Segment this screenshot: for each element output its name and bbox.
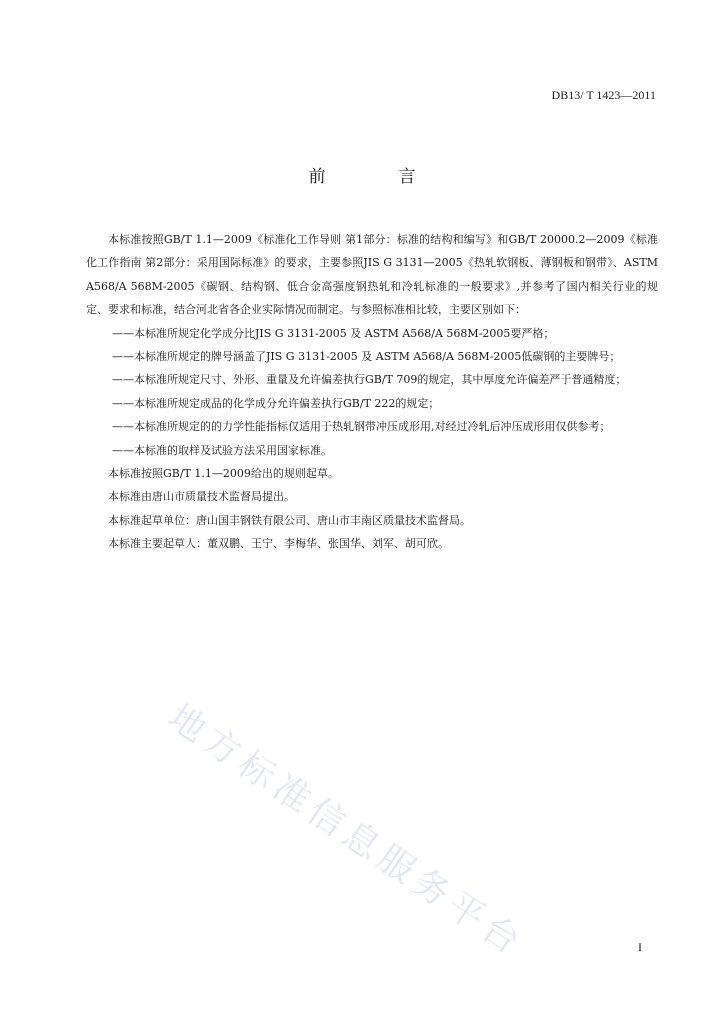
proposer-line: 本标准由唐山市质量技术监督局提出。 bbox=[108, 490, 295, 504]
difference-item: ——本标准所规定的牌号涵盖了JIS G 3131-2005 及 ASTM A568/A 568M-2005低碳钢的主要牌号； bbox=[112, 350, 621, 364]
drafting-rules-line: 本标准按照GB/T 1.1—2009给出的规则起草。 bbox=[108, 467, 339, 481]
difference-item: ——本标准所规定化学成分比JIS G 3131-2005 及 ASTM A568/A 568M-2005要严格； bbox=[112, 326, 555, 340]
difference-item: ——本标准所规定的的力学性能指标仅适用于热轧钢带冲压成形用,对经过冷轧后冲压成形用仅供参考； bbox=[112, 420, 611, 434]
difference-item: ——本标准所规定尺寸、外形、重量及允许偏差执行GB/T 709的规定，其中厚度允许偏差严于普通精度； bbox=[112, 373, 627, 387]
foreword-body bbox=[86, 228, 658, 556]
drafters-line: 本标准主要起草人：董双鹏、王宁、李梅华、张国华、刘军、胡可欣。 bbox=[108, 537, 449, 551]
drafting-units-line: 本标准起草单位：唐山国丰钢铁有限公司、唐山市丰南区质量技术监督局。 bbox=[108, 513, 471, 527]
difference-item: ——本标准的取样及试验方法采用国家标准。 bbox=[112, 443, 332, 457]
standard-code: DB13/ T 1423—2011 bbox=[551, 88, 656, 102]
intro-paragraph: 本标准按照GB/T 1.1—2009《标准化工作导则 第1部分：标准的结构和编写》和GB/T 20000.2—2009《标准化工作指南 第2部分：采用国际标准》的要求，主要参照JIS G 3131—2005《热轧软钢板、薄钢板和钢带》、ASTM A568/A 568M-2005《碳钢、结构钢、低合金高强度钢热轧和冷轧标准的一般要求》,并参考了国内相关行业的规定、要求和标准，结合河北省各企业实际情况而制定。与参照标准相比较，主要区别如下： bbox=[86, 233, 658, 317]
difference-item: ——本标准所规定成品的化学成分允许偏差执行GB/T 222的规定； bbox=[112, 396, 440, 410]
watermark: 地方标准信息服务平台 bbox=[160, 696, 532, 966]
page-number: I bbox=[638, 940, 642, 954]
page-title: 前 言 bbox=[308, 167, 444, 187]
